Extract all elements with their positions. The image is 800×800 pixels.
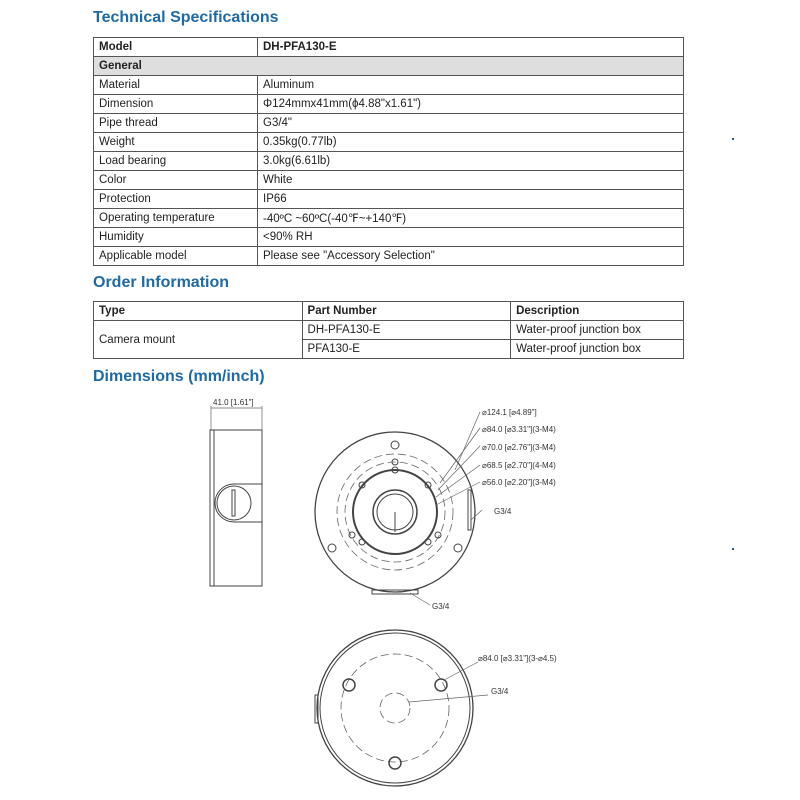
spec-row (94, 171, 684, 190)
spec-value: <90% RH (258, 228, 684, 247)
spec-value: White (258, 171, 684, 190)
spec-label: Pipe thread (94, 114, 258, 133)
spec-row (94, 95, 684, 114)
dimensions-heading: Dimensions (mm/inch) (93, 368, 265, 385)
spec-value: Please see "Accessory Selection" (258, 247, 684, 266)
front-callout: ⌀124.1 [⌀4.89"] (482, 408, 537, 417)
front-view (315, 408, 556, 611)
spec-row (94, 190, 684, 209)
spec-value: G3/4" (258, 114, 684, 133)
side-view (210, 398, 262, 586)
spec-row (94, 133, 684, 152)
spec-label: Color (94, 171, 258, 190)
side-width-label: 41.0 [1.61"] (213, 398, 254, 407)
group-label: General (94, 57, 684, 76)
spec-row (94, 228, 684, 247)
model-label: Model (94, 38, 258, 57)
front-callout: ⌀68.5 [⌀2.70"](4-M4) (482, 461, 556, 470)
bottom-view (315, 630, 557, 786)
order-type: Camera mount (94, 321, 303, 359)
order-description: Water-proof junction box (511, 340, 684, 359)
spec-value: -40ºC ~60ºC(-40℉~+140℉) (258, 209, 684, 228)
bottom-callout: ⌀84.0 [⌀3.31"](3-⌀4.5) (478, 654, 557, 663)
order-row (94, 321, 684, 340)
bottom-thread: G3/4 (491, 687, 509, 696)
spec-label: Load bearing (94, 152, 258, 171)
spec-value: Aluminum (258, 76, 684, 95)
spec-table (93, 37, 684, 266)
spec-label: Humidity (94, 228, 258, 247)
front-callout: ⌀84.0 [⌀3.31"](3-M4) (482, 425, 556, 434)
spec-label: Weight (94, 133, 258, 152)
order-header-description: Description (511, 302, 684, 321)
tech-specs-heading: Technical Specifications (93, 9, 279, 26)
order-header-type: Type (94, 302, 303, 321)
order-info-heading: Order Information (93, 274, 230, 291)
spec-row (94, 247, 684, 266)
spec-label: Applicable model (94, 247, 258, 266)
spec-label: Dimension (94, 95, 258, 114)
spec-label: Protection (94, 190, 258, 209)
order-table (93, 301, 684, 359)
model-value: DH-PFA130-E (258, 38, 684, 57)
spec-model-row (94, 38, 684, 57)
scan-dot (732, 548, 734, 550)
front-callout: ⌀56.0 [⌀2.20"](3-M4) (482, 478, 556, 487)
spec-label: Material (94, 76, 258, 95)
order-description: Water-proof junction box (511, 321, 684, 340)
spec-group-row (94, 57, 684, 76)
order-header-part: Part Number (302, 302, 511, 321)
dimension-drawing (0, 390, 800, 800)
spec-value: 3.0kg(6.61lb) (258, 152, 684, 171)
spec-row (94, 152, 684, 171)
order-header-row (94, 302, 684, 321)
front-thread-bottom: G3/4 (432, 602, 450, 611)
order-part-number: DH-PFA130-E (302, 321, 511, 340)
spec-value: IP66 (258, 190, 684, 209)
order-part-number: PFA130-E (302, 340, 511, 359)
front-callout: ⌀70.0 [⌀2.76"](3-M4) (482, 443, 556, 452)
spec-row (94, 114, 684, 133)
spec-row (94, 209, 684, 228)
spec-value: Φ124mmx41mm(ϕ4.88"x1.61") (258, 95, 684, 114)
scan-dot (732, 138, 734, 140)
spec-row (94, 76, 684, 95)
front-thread-right: G3/4 (494, 507, 512, 516)
spec-label: Operating temperature (94, 209, 258, 228)
spec-value: 0.35kg(0.77lb) (258, 133, 684, 152)
